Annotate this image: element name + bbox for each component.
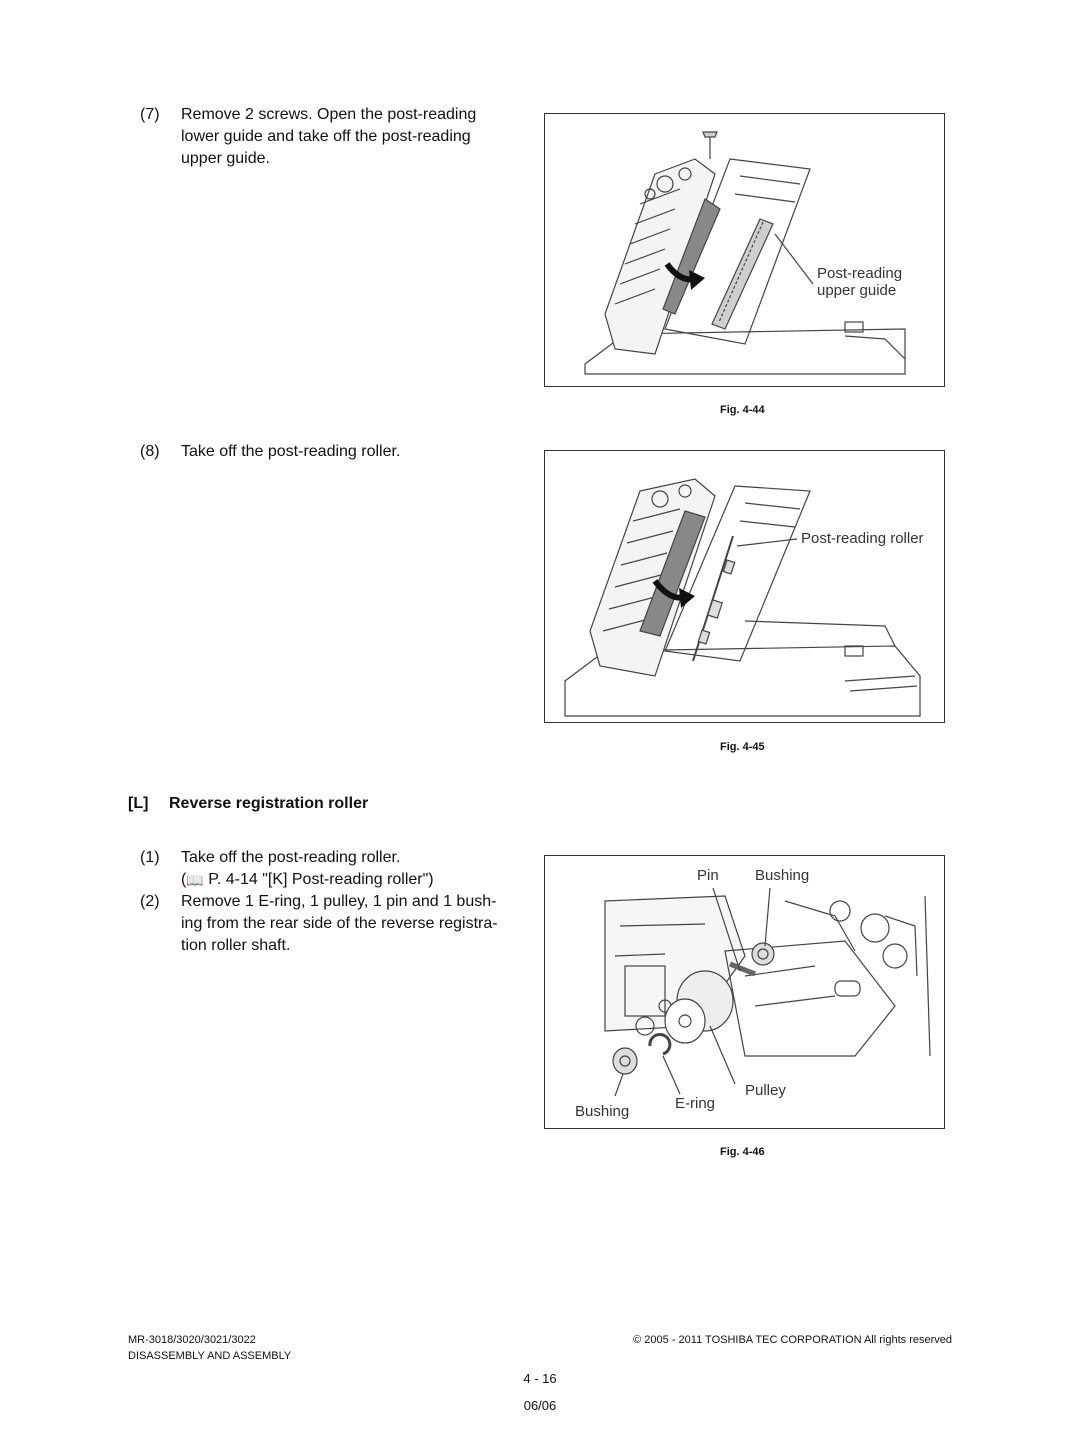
step-number: (8) [140, 443, 160, 460]
callout-label: Bushing [575, 1103, 630, 1120]
callout-label: E-ring [675, 1095, 716, 1112]
section-title: Reverse registration roller [169, 795, 369, 812]
step-text-line: Take off the post-reading roller. [181, 849, 401, 866]
step-number: (7) [140, 106, 160, 123]
step-text-line: upper guide. [181, 150, 270, 167]
figure-caption: Fig. 4-45 [720, 741, 765, 753]
callout-label: upper guide [817, 282, 897, 299]
page-date: 06/06 [523, 1398, 557, 1413]
step-2 [140, 891, 540, 961]
ref-open-paren: ( [181, 871, 187, 888]
step-text-line: P. 4-14 "[K] Post-reading roller") [208, 871, 434, 888]
post-reading-upper-guide-illustration [545, 114, 944, 386]
figure-caption: Fig. 4-44 [720, 404, 765, 416]
step-text-line: ing from the rear side of the reverse registra- [181, 915, 498, 932]
book-icon: 📖 [186, 872, 204, 888]
callout-label: Post-reading roller [801, 530, 924, 547]
step-text-line: lower guide and take off the post-reading [181, 128, 471, 145]
step-reference[interactable] [181, 869, 434, 891]
step-text-line: Take off the post-reading roller. [181, 443, 401, 460]
figure-4-45 [544, 450, 945, 723]
step-1 [140, 847, 540, 893]
step-number: (1) [140, 849, 160, 866]
callout-label: Pin [697, 867, 719, 884]
section-label: [L] [128, 795, 149, 812]
figure-caption: Fig. 4-46 [720, 1146, 765, 1158]
footer-section: DISASSEMBLY AND ASSEMBLY [128, 1350, 292, 1362]
footer-model: MR-3018/3020/3021/3022 [128, 1334, 256, 1346]
figure-4-46 [544, 855, 945, 1129]
footer-copyright: © 2005 - 2011 TOSHIBA TEC CORPORATION All rights reserved [633, 1334, 952, 1346]
post-reading-roller-illustration [545, 451, 944, 722]
step-text-line: Remove 1 E-ring, 1 pulley, 1 pin and 1 bush- [181, 893, 497, 910]
figure-4-44 [544, 113, 945, 387]
callout-label: Bushing [755, 867, 810, 884]
callout-label: Pulley [745, 1082, 786, 1099]
step-text-line: tion roller shaft. [181, 937, 291, 954]
step-number: (2) [140, 893, 160, 910]
callout-label: Post-reading [817, 265, 903, 282]
page-number: 4 - 16 [523, 1371, 557, 1386]
step-7 [140, 104, 540, 174]
step-8 [140, 441, 540, 465]
step-text-line: Remove 2 screws. Open the post-reading [181, 106, 477, 123]
